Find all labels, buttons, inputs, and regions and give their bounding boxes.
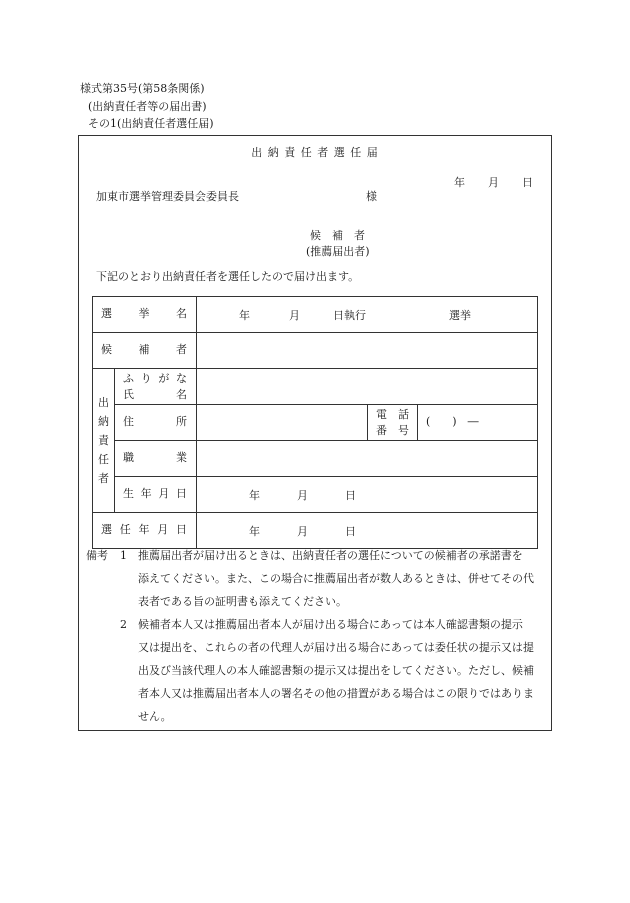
election-name-field[interactable]: [197, 297, 538, 333]
note-1-line-3: 表者である旨の証明書も添えてください。: [138, 595, 347, 608]
table-row: [93, 477, 538, 513]
form-section: その1(出納責任者選任届): [88, 117, 214, 130]
honorific: 様: [366, 190, 377, 203]
notes-label: 備考: [86, 549, 108, 562]
appoint-month-label: 月: [297, 525, 308, 538]
note-1-number: 1: [120, 549, 127, 562]
table-row: [93, 441, 538, 477]
recommender-label: (推薦届出者): [306, 245, 370, 258]
phone-label: 電 話 番 号: [368, 405, 418, 441]
appointment-date-label: 選任年月日: [101, 523, 187, 537]
date-year: 年: [454, 176, 465, 189]
birth-month-label: 月: [297, 489, 308, 502]
table-row: [93, 369, 538, 405]
phone-field[interactable]: [418, 405, 538, 441]
occupation-field[interactable]: [197, 441, 538, 477]
birth-year-label: 年: [249, 489, 260, 502]
form-number: 様式第35号(第58条関係): [80, 82, 205, 95]
form-subtitle: (出納責任者等の届出書): [88, 100, 207, 113]
election-exec-label: 日執行: [333, 309, 366, 322]
note-2-line-4: 者本人又は推薦届出者本人の署名その他の措置がある場合はこの限りではありま: [138, 687, 534, 700]
table-row: [93, 405, 538, 441]
note-2-number: 2: [120, 618, 127, 631]
appoint-day-label: 日: [345, 525, 356, 538]
table-row: [93, 297, 538, 333]
furigana-label: ふりがな: [123, 371, 187, 385]
address-field[interactable]: [197, 405, 368, 441]
note-2-line-2: 又は提出を、これらの者の代理人が届け出る場合にあっては委任状の提示又は提: [138, 641, 534, 654]
election-suffix-label: 選挙: [449, 309, 471, 322]
candidate-signer-label: 候 補 者: [310, 229, 365, 242]
election-year-label: 年: [239, 309, 250, 322]
note-2-line-3: 出及び当該代理人の本人確認書類の提示又は提出をしてください。ただし、候補: [138, 664, 534, 677]
phone-placeholder: ( ) ―: [426, 415, 479, 429]
birth-day-label: 日: [345, 489, 356, 502]
date-day: 日: [522, 176, 533, 189]
note-1-line-2: 添えてください。また、この場合に推薦届出者が数人あるときは、併せてその代: [138, 572, 534, 585]
date-month: 月: [488, 176, 499, 189]
address-label: 住 所: [123, 415, 187, 429]
table-row: [93, 333, 538, 369]
election-name-label: 選 挙 名: [101, 307, 187, 321]
occupation-label: 職 業: [123, 451, 187, 465]
note-1-line-1: 推薦届出者が届け出るときは、出納責任者の選任についての候補者の承諾書を: [138, 549, 523, 562]
treasurer-name-field[interactable]: [197, 369, 538, 405]
note-2-line-5: せん。: [138, 710, 172, 723]
election-month-label: 月: [289, 309, 300, 322]
birthdate-field[interactable]: [197, 477, 538, 513]
appoint-year-label: 年: [249, 525, 260, 538]
statement: 下記のとおり出納責任者を選任したので届け出ます。: [96, 270, 360, 283]
birthdate-label: 生年月日: [123, 487, 187, 501]
candidate-field[interactable]: [197, 333, 538, 369]
treasurer-group-label: 出 納 責 任 者: [93, 369, 115, 513]
note-2-line-1: 候補者本人又は推薦届出者本人が届け出る場合にあっては本人確認書類の提示: [138, 618, 523, 631]
addressee: 加東市選挙管理委員会委員長: [96, 190, 239, 203]
candidate-row-label: 候 補 者: [101, 343, 187, 357]
form-title: 出 納 責 任 者 選 任 届: [251, 146, 379, 159]
name-label: 氏 名: [123, 387, 187, 401]
details-table: [92, 296, 538, 549]
